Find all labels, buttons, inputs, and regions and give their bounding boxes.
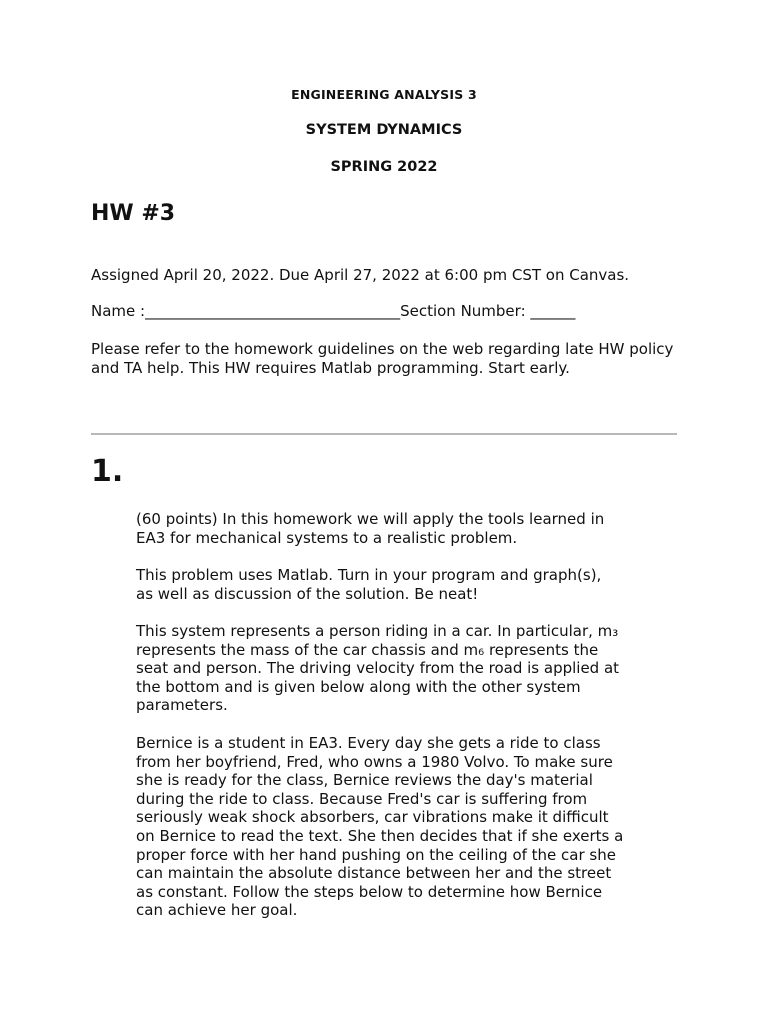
guidelines-paragraph: [91, 340, 691, 377]
paragraph-line: she is ready for the class, Bernice reviews the day's material: [136, 771, 593, 790]
problem-paragraph-matlab: [136, 566, 656, 603]
paragraph-line: on Bernice to read the text. She then decides that if she exerts a: [136, 826, 624, 845]
paragraph-line: as constant. Follow the steps below to determine how Bernice: [136, 882, 603, 901]
paragraph-line: This problem uses Matlab. Turn in your program and graph(s),: [136, 566, 602, 584]
paragraph-line: during the ride to class. Because Fred's car is suffering from: [136, 789, 588, 808]
paragraph-line: Bernice is a student in EA3. Every day she gets a ride to class: [136, 734, 601, 752]
paragraph-line: seriously weak shock absorbers, car vibrations make it difficult: [136, 808, 609, 827]
paragraph-line: from her boyfriend, Fred, who owns a 1980 Volvo. To make sure: [136, 752, 613, 771]
name-field-label: Name :__________________________________: [91, 302, 401, 320]
paragraph-line: represents the mass of the car chassis and m₆ represents the: [136, 640, 599, 659]
paragraph-line: This system represents a person riding in a car. In particular, m₃: [136, 622, 619, 640]
assigned-due-line: Assigned April 20, 2022. Due April 27, 2022 at 6:00 pm CST on Canvas.: [91, 266, 630, 284]
paragraph-line: EA3 for mechanical systems to a realistic problem.: [136, 528, 518, 547]
section-number-label: Section Number: ______: [400, 302, 576, 320]
name-section-row: [91, 302, 575, 321]
subject-title: SYSTEM DYNAMICS: [305, 122, 463, 138]
problem-number: 1.: [91, 454, 124, 489]
paragraph-line: parameters.: [136, 696, 228, 715]
paragraph-line: the bottom and is given below along with the other system: [136, 677, 581, 696]
paragraph-line: seat and person. The driving velocity from the road is applied at: [136, 659, 620, 678]
paragraph-line: can maintain the absolute distance between her and the street: [136, 864, 612, 883]
problem-paragraph-story: [136, 734, 656, 920]
paragraph-line: (60 points) In this homework we will apply the tools learned in: [136, 510, 605, 528]
paragraph-line: can achieve her goal.: [136, 901, 298, 920]
guidelines-line: and TA help. This HW requires Matlab programming. Start early.: [91, 358, 570, 377]
course-title: ENGINEERING ANALYSIS 3: [291, 87, 477, 102]
homework-title: HW #3: [91, 201, 176, 226]
guidelines-line: Please refer to the homework guidelines on the web regarding late HW policy: [91, 340, 674, 358]
section-divider: [91, 433, 677, 435]
paragraph-line: as well as discussion of the solution. Be neat!: [136, 584, 479, 603]
paragraph-line: proper force with her hand pushing on the ceiling of the car she: [136, 845, 616, 864]
problem-paragraph-system: [136, 622, 656, 715]
problem-paragraph-intro: [136, 510, 656, 547]
term-title: SPRING 2022: [330, 159, 438, 175]
